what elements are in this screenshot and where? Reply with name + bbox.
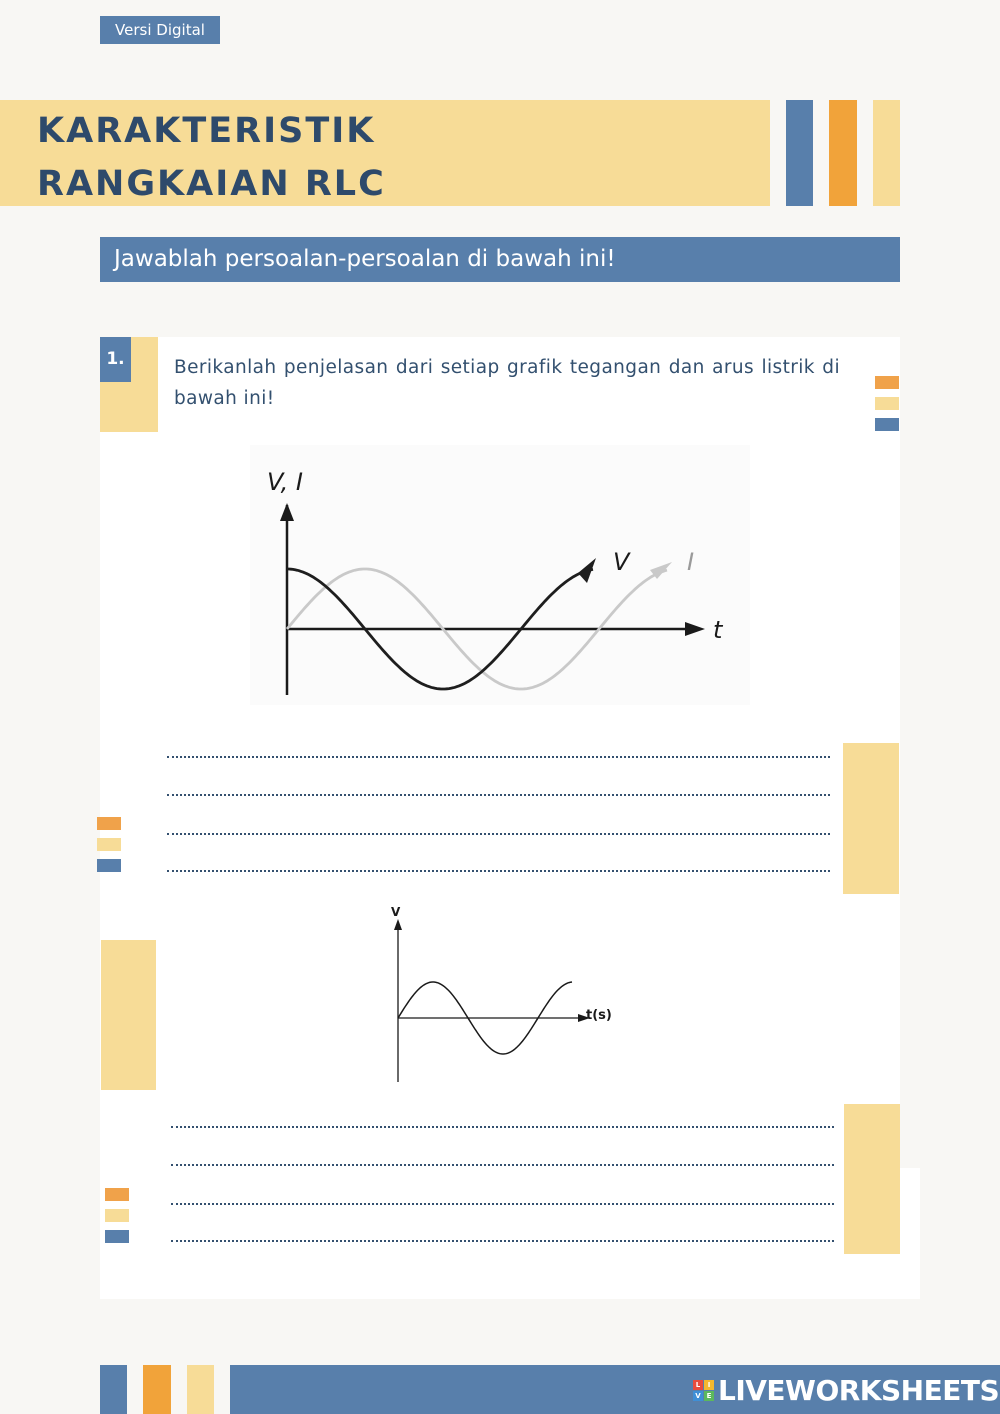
version-tag: Versi Digital xyxy=(100,16,220,44)
graph2-y-label: V xyxy=(391,905,401,919)
footer-bar-blue xyxy=(100,1365,127,1414)
question-number: 1. xyxy=(100,337,131,382)
decor-square-blue xyxy=(97,859,121,872)
page-title xyxy=(37,105,386,211)
decor-square-yellow xyxy=(105,1209,129,1222)
answer-line[interactable] xyxy=(171,1203,834,1205)
title-line-2: RANGKAIAN RLC xyxy=(37,164,386,204)
decor-square-blue xyxy=(105,1230,129,1243)
decor-square-orange xyxy=(97,817,121,830)
graph2-y-arrow xyxy=(394,919,402,930)
decor-bar-orange xyxy=(829,100,857,206)
answer-line[interactable] xyxy=(171,1240,834,1242)
decor-square-yellow xyxy=(875,397,899,410)
logo-letter: E xyxy=(704,1391,714,1401)
decor-square-yellow xyxy=(97,838,121,851)
answer-line[interactable] xyxy=(171,1126,834,1128)
decor-bar-yellow xyxy=(873,100,900,206)
decor-bar-blue xyxy=(786,100,813,206)
graph1-x-label: t xyxy=(713,616,723,644)
graph1-i-label: I xyxy=(687,548,695,576)
graph1-curve-v-arrow xyxy=(578,558,596,583)
logo-letter: L xyxy=(693,1380,703,1390)
question-text: Berikanlah penjelasan dari setiap grafik tegangan dan arus listrik di bawah ini! xyxy=(174,357,840,409)
answer-line[interactable] xyxy=(167,756,830,758)
answer-line[interactable] xyxy=(167,833,830,835)
answer-line[interactable] xyxy=(171,1164,834,1166)
graph1-y-arrow xyxy=(280,503,294,521)
decor-panel-left xyxy=(101,940,156,1090)
voltage-sine-graph xyxy=(380,900,630,1090)
graph2-x-label: t(s) xyxy=(586,1008,612,1023)
logo-letter: V xyxy=(693,1391,703,1401)
answer-line[interactable] xyxy=(167,794,830,796)
footer-bar-orange xyxy=(143,1365,171,1414)
footer-bar-yellow xyxy=(187,1365,214,1414)
graph1-x-arrow xyxy=(685,622,705,636)
graph1-y-label: V, I xyxy=(267,468,303,496)
brand-name: LIVEWORKSHEETS xyxy=(718,1373,1000,1407)
title-line-1: KARAKTERISTIK xyxy=(37,111,376,151)
decor-square-orange xyxy=(875,376,899,389)
logo-letter: I xyxy=(704,1380,714,1390)
decor-panel-right xyxy=(843,743,899,894)
answer-line[interactable] xyxy=(167,870,830,872)
decor-square-blue xyxy=(875,418,899,431)
decor-square-orange xyxy=(105,1188,129,1201)
liveworksheets-brand[interactable] xyxy=(693,1370,999,1410)
instruction-banner: Jawablah persoalan-persoalan di bawah ini! xyxy=(100,237,900,282)
voltage-current-graph xyxy=(250,445,750,705)
liveworksheets-logo-icon xyxy=(693,1380,714,1401)
graph1-v-label: V xyxy=(613,548,630,576)
decor-panel-right xyxy=(844,1104,900,1254)
